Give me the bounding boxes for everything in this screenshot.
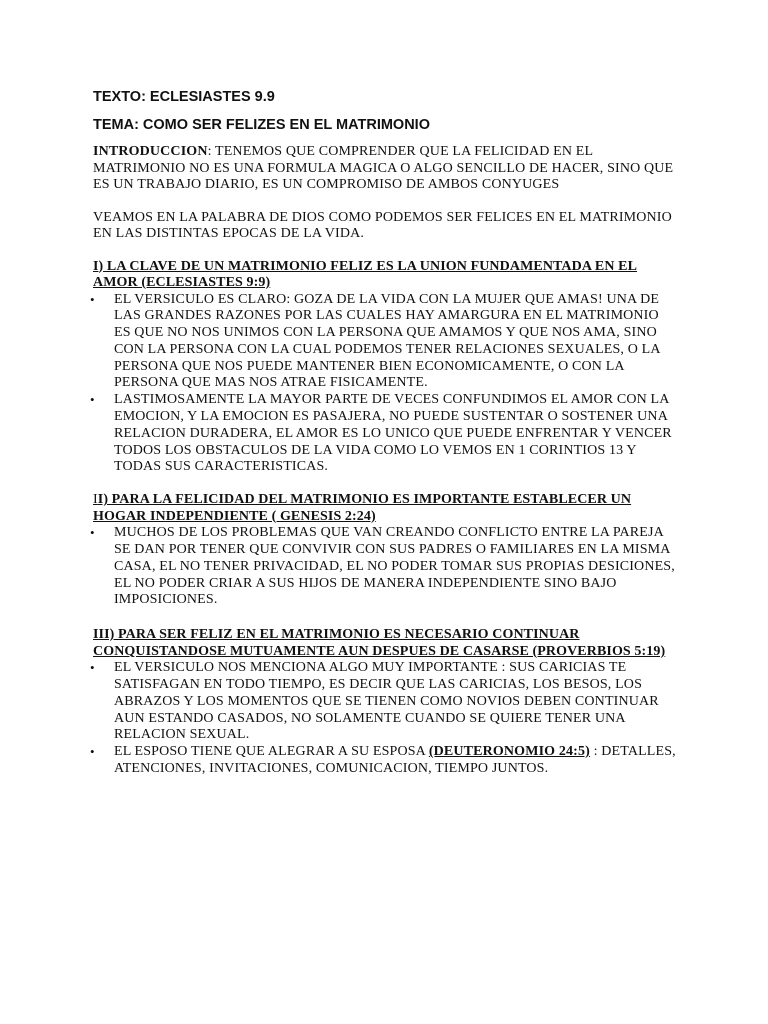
bullet-icon: • (90, 744, 95, 760)
introduction-label: INTRODUCCION (93, 144, 208, 159)
veamos-paragraph: VEAMOS EN LA PALABRA DE DIOS COMO PODEMOS SER FELICES EN EL MATRIMONIO EN LAS DISTINTAS EPOCAS DE LA VIDA. (93, 209, 672, 241)
list-item-text-after: : DETALLES, ATENCIONES, INVITACIONES, COMUNICACION, TIEMPO JUNTOS. (114, 744, 676, 777)
section-1-heading: I) LA CLAVE DE UN MATRIMONIO FELIZ ES LA UNION FUNDAMENTADA EN EL AMOR (ECLESIASTES 9:9) (93, 258, 638, 290)
section-3-heading: III) PARA SER FELIZ EN EL MATRIMONIO ES NECESARIO CONTINUAR CONQUISTANDOSE MUTUAMENTE AUN DESPUES DE CASARSE (PROVERBIOS 5:19) (93, 627, 666, 659)
introduction-paragraph (93, 144, 676, 194)
section-1-list (90, 291, 676, 477)
list-item-text: MUCHOS DE LOS PROBLEMAS QUE VAN CREANDO CONFLICTO ENTRE LA PAREJA SE DAN POR TENER QUE CONVIVIR CON SUS PADRES O FAMILIARES EN LA MISMA CASA, EL NO TENER PRIVACIDAD, EL NO PODER TOMAR SUS PROPIAS DESICIONES, EL NO PODER CRIAR A SUS HIJOS DE MANERA INDEPENDIENTE SINO BAJO IMPOSICIONES. (114, 525, 675, 608)
bullet-icon: • (90, 525, 95, 541)
tema-line: TEMA: COMO SER FELIZES EN EL MATRIMONIO (93, 117, 430, 133)
bullet-icon: • (90, 660, 95, 676)
introduction-text: : TENEMOS QUE COMPRENDER QUE LA FELICIDAD EN EL MATRIMONIO NO ES UNA FORMULA MAGICA O ALGO SENCILLO DE HACER, SINO QUE ES UN TRABAJO DIARIO, ES UN COMPROMISO DE AMBOS CONYUGES (93, 144, 674, 192)
section-2-heading-text: I) PARA LA FELICIDAD DEL MATRIMONIO ES IMPORTANTE ESTABLECER UN HOGAR INDEPENDIENTE ( GENESIS 2:24) (93, 492, 632, 524)
list-item (90, 660, 676, 744)
section-2-list (90, 525, 676, 609)
list-item-text-before: EL ESPOSO TIENE QUE ALEGRAR A SU ESPOSA (114, 744, 429, 760)
scripture-reference: (DEUTERONOMIO 24:5) (428, 744, 590, 760)
list-item (90, 291, 676, 393)
section-2-heading-prefix: I (93, 492, 98, 508)
texto-line: TEXTO: ECLESIASTES 9.9 (93, 89, 275, 105)
bullet-icon: • (90, 392, 95, 408)
list-item (90, 392, 676, 476)
section-3-list (90, 660, 676, 778)
list-item-text: EL VERSICULO NOS MENCIONA ALGO MUY IMPORTANTE : SUS CARICIAS TE SATISFAGAN EN TODO TIEMPO, ES DECIR QUE LAS CARICIAS, LOS BESOS, LOS ABRAZOS Y LOS MOMENTOS QUE SE TIENEN COMO NOVIOS DEBEN CONTINUAR AUN ESTANDO CASADOS, NO SOLAMENTE CUANDO SE QUIERE TENER UNA RELACION SEXUAL. (114, 660, 659, 743)
list-item-text: LASTIMOSAMENTE LA MAYOR PARTE DE VECES CONFUNDIMOS EL AMOR CON LA EMOCION, Y LA EMOCION ES PASAJERA, NO PUEDE SUSTENTAR O SOSTENER UNA RELACION DURADERA, EL AMOR ES LO UNICO QUE PUEDE ENFRENTAR Y VENCER TODOS LOS OBSTACULOS DE LA VIDA COMO LO VEMOS EN 1 CORINTIOS 13 Y TODAS SUS CARACTERISTICAS. (114, 392, 672, 475)
list-item-text: EL VERSICULO ES CLARO: GOZA DE LA VIDA CON LA MUJER QUE AMAS! UNA DE LAS GRANDES RAZONES POR LAS CUALES HAY AMARGURA EN EL MATRIMONIO ES QUE NO NOS UNIMOS CON LA PERSONA QUE AMAMOS Y QUE NOS AMA, SINO CON LA PERSONA CON LA CUAL PODEMOS TENER RELACIONES SEXUALES, O LA PERSONA QUE NOS PUEDE MANTENER BIEN ECONOMICAMENTE, O CON LA PERSONA QUE MAS NOS ATRAE FISICAMENTE. (114, 291, 660, 391)
list-item (90, 744, 676, 778)
section-2-heading (93, 492, 676, 525)
list-item (90, 525, 676, 609)
bullet-icon: • (90, 291, 95, 307)
